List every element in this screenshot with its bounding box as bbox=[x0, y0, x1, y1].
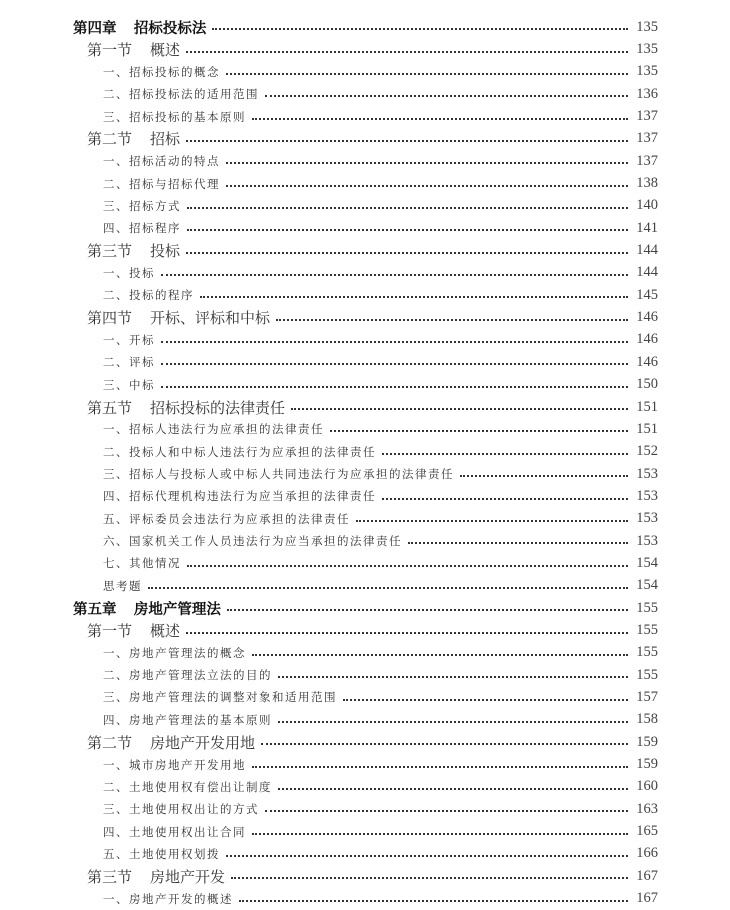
dot-leader bbox=[252, 105, 628, 127]
toc-item-row[interactable] bbox=[73, 329, 658, 351]
toc-page-number: 159 bbox=[636, 733, 658, 750]
toc-page-number: 165 bbox=[636, 823, 658, 840]
toc-entry-text: 一、房地产管理法的概念 bbox=[103, 645, 246, 660]
dot-leader bbox=[148, 575, 628, 597]
toc-entry-title bbox=[73, 511, 352, 527]
dot-leader bbox=[187, 195, 628, 217]
toc-entry-text: 房地产开发 bbox=[150, 867, 226, 886]
toc-entry-title bbox=[73, 866, 227, 887]
toc-entry-text: 一、投标 bbox=[103, 265, 155, 280]
toc-item-row[interactable] bbox=[73, 530, 658, 552]
toc-entry-title bbox=[73, 220, 183, 236]
toc-entry-title bbox=[73, 377, 157, 393]
toc-page-number: 150 bbox=[636, 376, 658, 393]
toc-entry-title bbox=[73, 757, 248, 773]
dot-leader bbox=[278, 664, 628, 686]
toc-item-row[interactable] bbox=[73, 172, 658, 194]
toc-item-row[interactable] bbox=[73, 508, 658, 530]
toc-entry-title bbox=[73, 466, 456, 482]
dot-leader bbox=[186, 38, 628, 60]
toc-section-row[interactable] bbox=[73, 731, 658, 753]
toc-entry-title bbox=[73, 620, 182, 641]
dot-leader bbox=[265, 798, 628, 820]
toc-page-number: 135 bbox=[636, 63, 658, 80]
toc-entry-title bbox=[73, 444, 378, 460]
toc-page-number: 160 bbox=[636, 778, 658, 795]
table-of-contents bbox=[73, 16, 658, 910]
dot-leader bbox=[252, 753, 628, 775]
toc-section-row[interactable] bbox=[73, 128, 658, 150]
toc-entry-text: 房地产开发用地 bbox=[150, 733, 256, 752]
toc-entry-text: 四、招标代理机构违法行为应当承担的法律责任 bbox=[103, 489, 376, 504]
toc-page-number: 146 bbox=[636, 309, 658, 326]
toc-entry-title bbox=[73, 689, 339, 705]
toc-section-row[interactable] bbox=[73, 865, 658, 887]
toc-entry-title bbox=[73, 128, 182, 149]
toc-item-row[interactable] bbox=[73, 776, 658, 798]
toc-item-row[interactable] bbox=[73, 195, 658, 217]
toc-page-number: 151 bbox=[636, 398, 658, 415]
toc-page-number: 137 bbox=[636, 130, 658, 147]
toc-entry-title bbox=[73, 176, 222, 192]
dot-leader bbox=[186, 619, 628, 641]
dot-leader bbox=[200, 284, 628, 306]
dot-leader bbox=[187, 552, 628, 574]
toc-page-number: 154 bbox=[636, 554, 658, 571]
dot-leader bbox=[278, 709, 628, 731]
toc-entry-title bbox=[73, 307, 272, 328]
toc-item-row[interactable] bbox=[73, 83, 658, 105]
toc-entry-text: 投标 bbox=[150, 242, 181, 261]
toc-page-number: 154 bbox=[636, 577, 658, 594]
toc-page-number: 144 bbox=[636, 242, 658, 259]
toc-item-row[interactable] bbox=[73, 284, 658, 306]
toc-entry-title bbox=[73, 332, 157, 348]
toc-entry-title bbox=[73, 287, 196, 303]
toc-entry-title bbox=[73, 265, 157, 281]
toc-entry-text: 开标、评标和中标 bbox=[150, 309, 271, 328]
toc-entry-label: 第二节 bbox=[87, 733, 133, 752]
toc-entry-title bbox=[73, 598, 223, 619]
dot-leader bbox=[226, 61, 628, 83]
toc-page-number: 140 bbox=[636, 197, 658, 214]
toc-entry-title bbox=[73, 109, 248, 125]
toc-entry-title bbox=[73, 240, 182, 261]
toc-entry-text: 四、房地产管理法的基本原则 bbox=[103, 712, 272, 727]
dot-leader bbox=[382, 485, 628, 507]
toc-item-row[interactable] bbox=[73, 753, 658, 775]
toc-entry-label: 第二节 bbox=[87, 130, 133, 149]
toc-entry-title bbox=[73, 198, 183, 214]
toc-page-number: 166 bbox=[636, 845, 658, 862]
toc-entry-text: 四、土地使用权出让合同 bbox=[103, 824, 246, 839]
toc-entry-title bbox=[73, 86, 261, 102]
toc-entry-text: 招标 bbox=[150, 130, 181, 149]
toc-entry-title bbox=[73, 667, 274, 683]
toc-entry-label: 第五节 bbox=[87, 398, 133, 417]
dot-leader bbox=[226, 172, 628, 194]
toc-page-number: 135 bbox=[636, 18, 658, 35]
dot-leader bbox=[231, 865, 628, 887]
toc-page-number: 146 bbox=[636, 331, 658, 348]
toc-page-number: 153 bbox=[636, 510, 658, 527]
toc-entry-text: 二、房地产管理法立法的目的 bbox=[103, 668, 272, 683]
toc-item-row[interactable] bbox=[73, 105, 658, 127]
toc-entry-title bbox=[73, 824, 248, 840]
toc-section-row[interactable] bbox=[73, 306, 658, 328]
toc-item-row[interactable] bbox=[73, 418, 658, 440]
toc-entry-text: 二、投标的程序 bbox=[103, 288, 194, 303]
toc-entry-title bbox=[73, 712, 274, 728]
toc-entry-text: 四、招标程序 bbox=[103, 221, 181, 236]
toc-entry-title bbox=[73, 779, 274, 795]
dot-leader bbox=[356, 508, 628, 530]
toc-chapter-row[interactable] bbox=[73, 597, 658, 619]
toc-entry-text: 一、城市房地产开发用地 bbox=[103, 757, 246, 772]
dot-leader bbox=[265, 83, 628, 105]
toc-entry-title bbox=[73, 39, 182, 60]
toc-page-number: 157 bbox=[636, 688, 658, 705]
dot-leader bbox=[186, 128, 628, 150]
dot-leader bbox=[227, 597, 628, 619]
toc-page-number: 137 bbox=[636, 108, 658, 125]
toc-entry-title bbox=[73, 555, 183, 571]
toc-entry-title bbox=[73, 354, 157, 370]
toc-entry-text: 招标投标法 bbox=[133, 20, 207, 37]
dot-leader bbox=[343, 686, 628, 708]
toc-page-number: 144 bbox=[636, 264, 658, 281]
dot-leader bbox=[252, 820, 628, 842]
toc-item-row[interactable] bbox=[73, 262, 658, 284]
dot-leader bbox=[408, 530, 628, 552]
dot-leader bbox=[187, 217, 628, 239]
toc-page-number: 138 bbox=[636, 175, 658, 192]
toc-entry-title bbox=[73, 801, 261, 817]
toc-item-row[interactable] bbox=[73, 642, 658, 664]
toc-entry-title bbox=[73, 578, 144, 594]
toc-entry-title bbox=[73, 421, 326, 437]
toc-page-number: 167 bbox=[636, 867, 658, 884]
toc-entry-label: 第一节 bbox=[87, 621, 133, 640]
toc-entry-text: 六、国家机关工作人员违法行为应当承担的法律责任 bbox=[103, 534, 402, 549]
toc-page-number: 136 bbox=[636, 85, 658, 102]
toc-section-row[interactable] bbox=[73, 396, 658, 418]
toc-entry-label: 第三节 bbox=[87, 242, 133, 261]
toc-page-number: 135 bbox=[636, 41, 658, 58]
toc-item-row[interactable] bbox=[73, 351, 658, 373]
toc-section-row[interactable] bbox=[73, 38, 658, 60]
toc-entry-text: 一、招标活动的特点 bbox=[103, 154, 220, 169]
toc-page-number: 163 bbox=[636, 800, 658, 817]
toc-page-number: 155 bbox=[636, 599, 658, 616]
toc-entry-title bbox=[73, 891, 235, 907]
dot-leader bbox=[261, 731, 628, 753]
toc-entry-title bbox=[73, 153, 222, 169]
toc-entry-text: 招标投标的法律责任 bbox=[150, 398, 286, 417]
toc-entry-text: 三、中标 bbox=[103, 377, 155, 392]
toc-entry-text: 一、房地产开发的概述 bbox=[103, 891, 233, 906]
toc-page-number: 151 bbox=[636, 420, 658, 437]
toc-entry-text: 五、评标委员会违法行为应承担的法律责任 bbox=[103, 511, 350, 526]
dot-leader bbox=[226, 843, 628, 865]
toc-page-number: 167 bbox=[636, 890, 658, 907]
toc-entry-title bbox=[73, 488, 378, 504]
dot-leader bbox=[252, 642, 628, 664]
toc-item-row[interactable] bbox=[73, 798, 658, 820]
toc-page-number: 146 bbox=[636, 353, 658, 370]
toc-entry-title bbox=[73, 533, 404, 549]
toc-section-row[interactable] bbox=[73, 619, 658, 641]
toc-entry-label: 第五章 bbox=[73, 601, 117, 618]
dot-leader bbox=[460, 463, 628, 485]
toc-item-row[interactable] bbox=[73, 664, 658, 686]
toc-item-row[interactable] bbox=[73, 552, 658, 574]
toc-entry-text: 房地产管理法 bbox=[133, 601, 221, 618]
toc-page-number: 137 bbox=[636, 152, 658, 169]
toc-entry-text: 二、土地使用权有偿出让制度 bbox=[103, 779, 272, 794]
toc-page-number: 153 bbox=[636, 532, 658, 549]
toc-item-row[interactable] bbox=[73, 575, 658, 597]
toc-page-number: 158 bbox=[636, 711, 658, 728]
toc-page-number: 141 bbox=[636, 219, 658, 236]
toc-section-row[interactable] bbox=[73, 239, 658, 261]
toc-entry-text: 一、开标 bbox=[103, 332, 155, 347]
toc-entry-text: 二、投标人和中标人违法行为应承担的法律责任 bbox=[103, 444, 376, 459]
dot-leader bbox=[161, 329, 628, 351]
toc-item-row[interactable] bbox=[73, 686, 658, 708]
toc-item-row[interactable] bbox=[73, 887, 658, 909]
toc-item-row[interactable] bbox=[73, 463, 658, 485]
toc-item-row[interactable] bbox=[73, 485, 658, 507]
toc-entry-text: 三、招标方式 bbox=[103, 198, 181, 213]
toc-page-number: 153 bbox=[636, 465, 658, 482]
dot-leader bbox=[161, 374, 628, 396]
toc-entry-title bbox=[73, 846, 222, 862]
toc-page-number: 155 bbox=[636, 621, 658, 638]
toc-item-row[interactable] bbox=[73, 843, 658, 865]
dot-leader bbox=[276, 306, 628, 328]
toc-entry-text: 概述 bbox=[150, 41, 181, 60]
toc-entry-text: 三、土地使用权出让的方式 bbox=[103, 802, 259, 817]
toc-item-row[interactable] bbox=[73, 217, 658, 239]
toc-page-number: 155 bbox=[636, 666, 658, 683]
toc-item-row[interactable] bbox=[73, 61, 658, 83]
toc-entry-text: 思考题 bbox=[103, 578, 142, 593]
toc-entry-title bbox=[73, 397, 287, 418]
toc-page-number: 145 bbox=[636, 286, 658, 303]
toc-entry-label: 第四节 bbox=[87, 309, 133, 328]
toc-entry-title bbox=[73, 17, 208, 38]
toc-entry-title bbox=[73, 64, 222, 80]
dot-leader bbox=[161, 351, 628, 373]
toc-item-row[interactable] bbox=[73, 441, 658, 463]
dot-leader bbox=[278, 776, 628, 798]
toc-entry-text: 三、房地产管理法的调整对象和适用范围 bbox=[103, 690, 337, 705]
toc-page-number: 152 bbox=[636, 443, 658, 460]
toc-item-row[interactable] bbox=[73, 709, 658, 731]
dot-leader bbox=[291, 396, 628, 418]
toc-entry-text: 五、土地使用权划拨 bbox=[103, 846, 220, 861]
dot-leader bbox=[226, 150, 628, 172]
dot-leader bbox=[212, 16, 628, 38]
toc-page-number: 155 bbox=[636, 644, 658, 661]
toc-entry-label: 第一节 bbox=[87, 41, 133, 60]
toc-item-row[interactable] bbox=[73, 374, 658, 396]
toc-entry-text: 七、其他情况 bbox=[103, 556, 181, 571]
dot-leader bbox=[330, 418, 628, 440]
toc-entry-text: 二、评标 bbox=[103, 355, 155, 370]
toc-chapter-row[interactable] bbox=[73, 16, 658, 38]
toc-entry-text: 三、招标人与投标人或中标人共同违法行为应承担的法律责任 bbox=[103, 467, 454, 482]
toc-entry-title bbox=[73, 732, 257, 753]
toc-entry-text: 一、招标人违法行为应承担的法律责任 bbox=[103, 422, 324, 437]
toc-page-number: 153 bbox=[636, 487, 658, 504]
toc-page-number: 159 bbox=[636, 756, 658, 773]
toc-entry-text: 三、招标投标的基本原则 bbox=[103, 109, 246, 124]
toc-entry-label: 第四章 bbox=[73, 20, 117, 37]
toc-entry-text: 二、招标投标法的适用范围 bbox=[103, 87, 259, 102]
dot-leader bbox=[161, 262, 628, 284]
dot-leader bbox=[382, 441, 628, 463]
toc-entry-text: 概述 bbox=[150, 621, 181, 640]
toc-entry-text: 二、招标与招标代理 bbox=[103, 176, 220, 191]
toc-item-row[interactable] bbox=[73, 150, 658, 172]
toc-entry-label: 第三节 bbox=[87, 867, 133, 886]
toc-entry-text: 一、招标投标的概念 bbox=[103, 64, 220, 79]
dot-leader bbox=[239, 887, 628, 909]
toc-item-row[interactable] bbox=[73, 820, 658, 842]
dot-leader bbox=[186, 239, 628, 261]
toc-entry-title bbox=[73, 645, 248, 661]
